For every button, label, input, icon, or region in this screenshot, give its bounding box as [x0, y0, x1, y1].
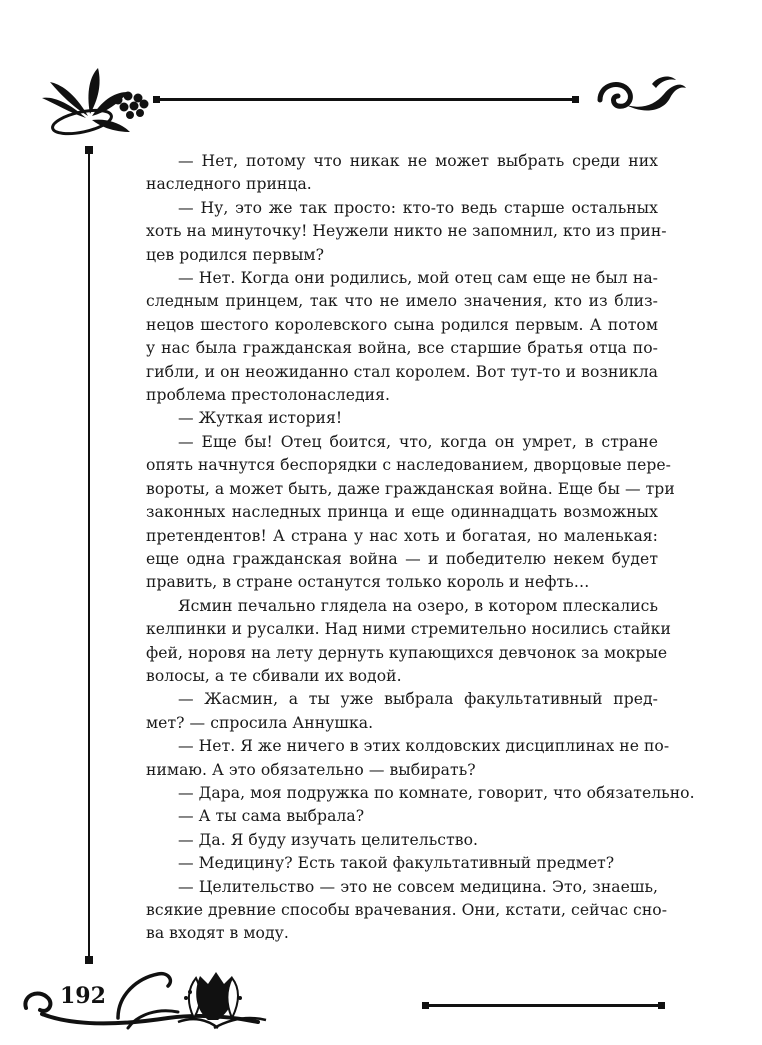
text-line: всякие древние способы врачевания. Они, кстати, сейчас сно- — [146, 901, 668, 919]
text-line: — Медицину? Есть такой факультативный предмет? — [178, 854, 615, 873]
vertical-rule — [88, 150, 90, 960]
text-line: законных наследных принца и еще одиннадцать возможных — [146, 503, 658, 522]
scroll-ornament-icon — [594, 70, 690, 118]
text-line: мет? — спросила Аннушка. — [146, 713, 374, 732]
text-line: — Жасмин, а ты уже выбрала факультативный пред- — [178, 690, 658, 709]
body-text — [146, 150, 695, 946]
text-line: — Еще бы! Отец боится, что, когда он умрет, в стране — [178, 432, 658, 451]
text-line: цев родился первым? — [146, 245, 325, 264]
rule-end-dot — [85, 146, 93, 154]
top-rule — [156, 98, 576, 101]
lotus-ornament-icon — [18, 958, 288, 1038]
text-line: у нас была гражданская война, все старшие братья отца по- — [146, 339, 658, 358]
text-line: еще одна гражданская война — и победителю некем будет — [146, 549, 658, 568]
text-line: претендентов! А страна у нас хоть и богатая, но маленькая: — [146, 526, 658, 545]
text-line: — Нет. Я же ничего в этих колдовских дисциплинах не по- — [178, 737, 670, 756]
text-line: наследного принца. — [146, 175, 312, 194]
floral-ornament-icon — [38, 62, 160, 144]
text-line: — Да. Я буду изучать целительство. — [178, 830, 479, 849]
text-line: хоть на минуточку! Неужели никто не запомнил, кто из прин- — [146, 222, 667, 241]
text-line: — Нет. Когда они родились, мой отец сам еще не был на- — [178, 269, 658, 288]
text-line: вороты, а может быть, даже гражданская война. Еще бы — три — [146, 479, 675, 498]
text-line: нецов шестого королевского сына родился первым. А потом — [146, 315, 658, 334]
rule-end-dot — [153, 96, 160, 103]
text-line: — Дара, моя подружка по комнате, говорит, что обязательно. — [178, 783, 695, 802]
text-line: ва входят в моду. — [146, 924, 289, 943]
text-line: фей, норовя на лету дернуть купающихся девчонок за мокрые — [146, 643, 668, 662]
page-number: 192 — [60, 983, 106, 1009]
text-line: — Жуткая история! — [178, 409, 343, 428]
text-line: гибли, и он неожиданно стал королем. Вот тут-то и возникла — [146, 362, 658, 381]
text-line: опять начнутся беспорядки с наследованием, дворцовые пере- — [146, 456, 671, 475]
rule-end-dot — [658, 1002, 665, 1009]
text-line: править, в стране останутся только король и нефть… — [146, 573, 590, 592]
bottom-rule — [426, 1004, 662, 1007]
text-line: волосы, а те сбивали их водой. — [146, 666, 402, 685]
text-line: — Целительство — это не совсем медицина. Это, знаешь, — [178, 877, 658, 896]
text-line: нимаю. А это обязательно — выбирать? — [146, 760, 476, 779]
text-line: — А ты сама выбрала? — [178, 807, 365, 826]
text-line: — Ну, это же так просто: кто-то ведь старше остальных — [178, 198, 658, 217]
text-line: Ясмин печально глядела на озеро, в котором плескались — [178, 596, 658, 615]
text-line: — Нет, потому что никак не может выбрать среди них — [178, 152, 658, 170]
text-line: келпинки и русалки. Над ними стремительно носились стайки — [146, 620, 671, 639]
rule-end-dot — [572, 96, 579, 103]
text-line: следным принцем, так что не имело значения, кто из близ- — [146, 292, 658, 311]
text-line: проблема престолонаследия. — [146, 386, 390, 405]
rule-end-dot — [422, 1002, 429, 1009]
